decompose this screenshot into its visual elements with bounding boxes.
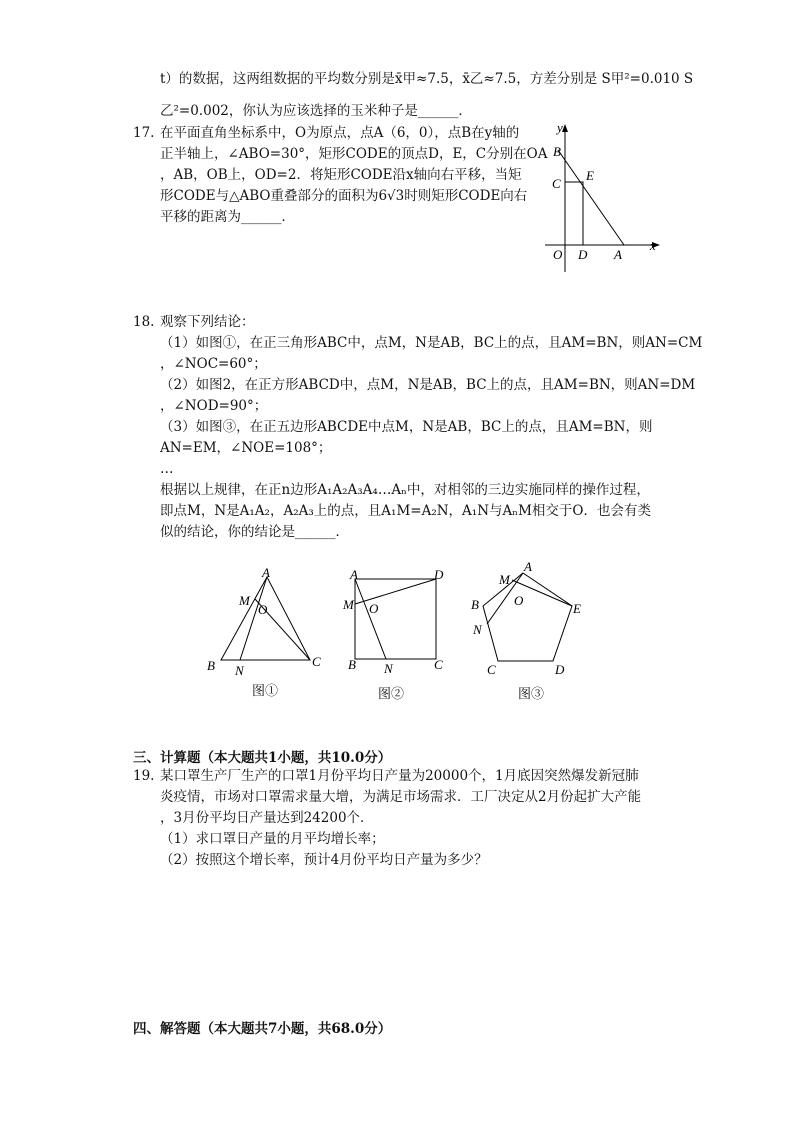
fig2-label-N: N	[384, 661, 393, 676]
q18-figure-3	[465, 560, 595, 680]
fig3-label-B: B	[471, 597, 479, 612]
q17-label-x: x	[650, 238, 656, 253]
q17-line-3: ，AB，OB上，OD=2．将矩形CODE沿x轴向右平移，当矩	[160, 167, 522, 183]
q16-line-2: 乙²=0.002，你认为应该选择的玉米种子是______．	[160, 103, 472, 119]
fig3-label-N: N	[473, 622, 482, 637]
q17-line-4: 形CODE与△ABO重叠部分的面积为6√3时则矩形CODE向右	[160, 188, 528, 204]
fig3-label-D: D	[555, 662, 565, 677]
q17-figure	[540, 120, 670, 280]
fig2-label-A: A	[350, 567, 358, 582]
q18-line-5: ，∠NOD=90°；	[160, 398, 268, 414]
q18-line-8: …	[160, 461, 174, 477]
q18-figure-1	[200, 565, 330, 680]
q19-line-4: （1）求口罩日产量的月平均增长率；	[160, 831, 385, 847]
fig2-caption: 图②	[378, 687, 405, 702]
q17-label-O: O	[553, 247, 563, 262]
q18-line-11: 似的结论，你的结论是______．	[160, 524, 349, 540]
q18-figure-2	[340, 565, 460, 680]
q16-line-1: t）的数据，这两组数据的平均数分别是x̄甲≈7.5，x̄乙≈7.5，方差分别是 S甲²=0.010 S	[160, 71, 694, 87]
fig1-label-C: C	[312, 654, 321, 669]
q18-line-10: 即点M，N是A₁A₂，A₂A₃上的点，且A₁M=A₂N，A₁N与AₙM相交于O．也会有类	[160, 503, 652, 519]
fig3-label-A: A	[524, 560, 532, 574]
fig1-caption: 图①	[252, 684, 279, 699]
fig2-label-D: D	[434, 567, 444, 582]
q17-line-5: 平移的距离为______．	[160, 209, 295, 225]
fig2-label-M: M	[343, 597, 354, 612]
q17-label-C: C	[552, 176, 561, 191]
q17-label-D: D	[578, 247, 588, 262]
fig3-label-E: E	[573, 601, 581, 616]
fig1-label-M: M	[239, 593, 250, 608]
fig2-label-B: B	[348, 657, 356, 672]
q18-line-9: 根据以上规律，在正n边形A₁A₂A₃A₄…Aₙ中，对相邻的三边实施同样的操作过程，	[160, 482, 650, 498]
q19-line-5: （2）按照这个增长率，预计4月份平均日产量为多少？	[160, 852, 488, 868]
q19-line-2: 炎疫情，市场对口罩需求量大增，为满足市场需求．工厂决定从2月份起扩大产能	[160, 789, 642, 805]
q18-line-6: （3）如图③，在正五边形ABCDE中点M，N是AB，BC上的点，且AM=BN，则	[160, 419, 653, 435]
section-3-title: 三、计算题（本大题共1小题，共10.0分）	[133, 750, 392, 766]
fig1-label-N: N	[235, 663, 244, 678]
q17-label-E: E	[586, 168, 594, 183]
fig1-label-O: O	[258, 602, 268, 617]
fig3-label-O: O	[514, 593, 524, 608]
q18-line-2: （1）如图①，在正三角形ABC中，点M，N是AB，BC上的点，且AM=BN，则AN=CM	[160, 335, 703, 351]
q18-line-4: （2）如图2，在正方形ABCD中，点M，N是AB，BC上的点，且AM=BN，则AN=DM	[160, 377, 696, 393]
fig2-label-O: O	[369, 601, 379, 616]
fig3-label-M: M	[499, 572, 510, 587]
fig3-label-C: C	[487, 662, 496, 677]
section-4-title: 四、解答题（本大题共7小题，共68.0分）	[133, 1021, 392, 1037]
q18-number: 18.	[133, 314, 155, 330]
fig1-label-B: B	[207, 658, 215, 673]
q18-line-1: 观察下列结论：	[160, 314, 255, 330]
q17-label-B: B	[553, 144, 561, 159]
q17-line-2: 正半轴上，∠ABO=30°，矩形CODE的顶点D，E，C分别在OA	[160, 146, 548, 162]
q17-label-A: A	[614, 247, 622, 262]
q17-number: 17.	[133, 125, 155, 141]
q19-number: 19.	[133, 768, 155, 784]
fig2-label-C: C	[434, 657, 443, 672]
q19-line-1: 某口罩生产厂生产的口罩1月份平均日产量为20000个，1月底因突然爆发新冠肺	[160, 768, 639, 784]
q18-line-3: ，∠NOC=60°；	[160, 356, 267, 372]
q17-line-1: 在平面直角坐标系中，O为原点，点A（6，0），点B在y轴的	[160, 125, 520, 141]
q18-line-7: AN=EM，∠NOE=108°；	[160, 440, 332, 456]
fig3-caption: 图③	[518, 687, 545, 702]
fig1-label-A: A	[262, 565, 270, 580]
q17-label-y: y	[557, 120, 563, 135]
q19-line-3: ，3月份平均日产量达到24200个．	[160, 810, 374, 826]
